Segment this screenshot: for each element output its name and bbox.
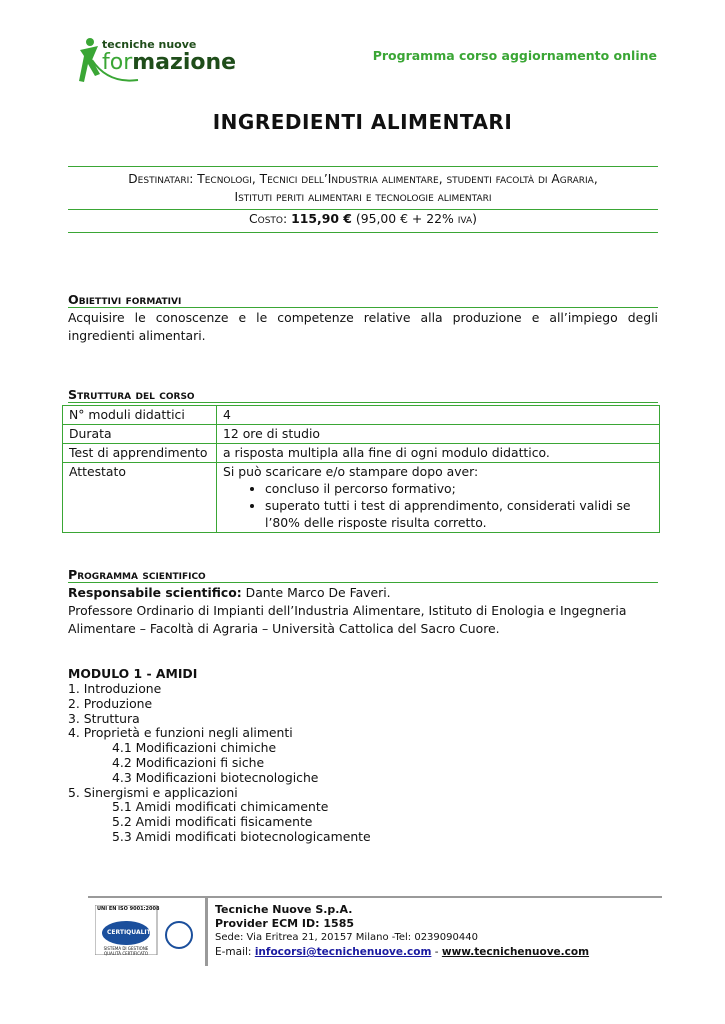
list-item: 4.1 Modificazioni chimiche [112,740,277,756]
table-key: Attestato [63,463,217,533]
list-item: 4.2 Modificazioni fi siche [112,754,265,770]
table-row [63,444,660,463]
footer-vertical-divider [205,898,208,966]
costo [68,211,658,226]
attestato-list [223,480,653,531]
modulo-list [68,682,371,845]
footer-provider: Provider ECM ID: 1585 [215,917,355,930]
list-item: 5.3 Amidi modificati biotecnologicamente [112,828,371,844]
course-type-label: Programma corso aggiornamento online [372,48,657,63]
list-item: • superato tutti i test di apprendimento, considerati validi se l’80% delle risposte risulta corretto. [265,497,653,531]
table-value [217,463,660,533]
destinatari [68,170,658,206]
costo-detail-c: ) [472,211,477,226]
attestato-intro: Si può scaricare e/o stampare dopo aver: [223,464,479,479]
logo-text-bottom: formazione [102,50,237,75]
table-value: 12 ore di studio [217,425,660,444]
struttura-heading: Struttura del corso [68,387,195,402]
responsabile-name: Dante Marco De Faveri. [245,585,391,600]
table-key: Test di apprendimento [63,444,217,463]
cert-text-1: UNI EN ISO 9001:2008 [97,906,160,912]
list-item: • concluso il percorso formativo; [265,480,653,497]
table-row [63,425,660,444]
list-item: 1. Introduzione [68,681,162,696]
logo-text-top: tecniche nuove [102,38,197,51]
destinatari-line1: Tecnologi, Tecnici dell’Industria alimentare, studenti facoltà di Agraria, [197,172,598,186]
table-key: N° moduli didattici [63,406,217,425]
footer-separator: - [434,946,439,958]
programma-heading: Programma scientifico [68,567,206,582]
table-value: 4 [217,406,660,425]
website-link[interactable]: www.tecnichenuove.com [441,946,590,958]
footer-divider [88,896,662,898]
struttura-table [62,405,660,533]
footer-info [215,903,589,959]
modulo-heading: MODULO 1 - AMIDI [68,666,198,681]
email-label: E-mail: [215,946,252,958]
list-item: 3. Struttura [68,710,140,726]
destinatari-line2: Istituti periti alimentari e tecnologie alimentari [234,190,492,204]
responsabile [68,584,658,638]
list-item: 2. Produzione [68,695,153,711]
costo-label: Costo: [248,211,288,226]
list-item: 4. Proprietà e funzioni negli alimenti [68,725,293,741]
brand-logo [78,34,237,88]
certification-logo [95,905,201,955]
obiettivi-text: Acquisire le conoscenze e le competenze relative alla produzione e all’impiego degli ingredienti alimentari. [68,310,658,343]
obiettivi-heading: Obiettivi formativi [68,292,182,307]
page-title: INGREDIENTI ALIMENTARI [212,110,513,134]
table-row [63,406,660,425]
table-value: a risposta multipla alla fine di ogni modulo didattico. [217,444,660,463]
list-item: 5. Sinergismi e applicazioni [68,784,238,800]
list-item: 5.1 Amidi modificati chimicamente [112,799,329,815]
table-key: Durata [63,425,217,444]
list-item: 4.3 Modificazioni biotecnologiche [112,769,319,785]
footer-company: Tecniche Nuove S.p.A. [215,903,353,916]
table-row [63,463,660,533]
list-item: 5.2 Amidi modificati fisicamente [112,814,313,830]
costo-price: 115,90 € [291,211,352,226]
cert-text-2: CERTIQUALITY [107,929,156,936]
responsabile-desc: Professore Ordinario di Impianti dell’Industria Alimentare, Istituto di Enologia e Ingegneria Alimentare – Facoltà di Agraria – Università Cattolica del Sacro Cuore. [68,603,627,636]
email-link[interactable]: infocorsi@tecnichenuove.com [254,946,432,958]
cert-text-3: SISTEMA DI GESTIONE QUALITÀ CERTIFICATO [103,946,149,956]
costo-detail-a: (95,00 € + 22% [355,211,454,226]
responsabile-label: Responsabile scientifico: [68,585,242,600]
footer-address: Sede: Via Eritrea 21, 20157 Milano -Tel: 0239090440 [215,932,478,943]
destinatari-label: Destinatari: [128,172,194,186]
costo-detail-iva: iva [457,211,473,226]
footer-contacts [215,945,589,959]
